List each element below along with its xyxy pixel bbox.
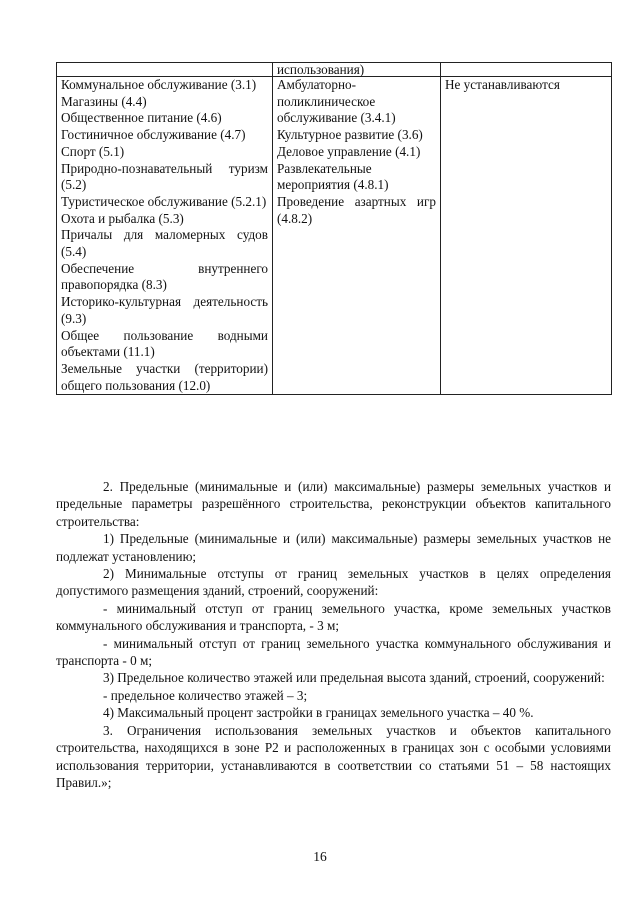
- paragraph: 3) Предельное количество этажей или предельная высота зданий, строений, сооружений:: [103, 670, 605, 686]
- paragraph: 1) Предельные (минимальные и (или) максимальные) размеры земельных участков не подлежат установлению;: [56, 531, 611, 564]
- list-item: Магазины (4.4): [61, 93, 147, 109]
- list-item: Коммунальное обслуживание (3.1): [61, 77, 257, 92]
- paragraph: 4) Максимальный процент застройки в границах земельного участка – 40 %.: [103, 705, 534, 721]
- list-item: Спорт (5.1): [61, 143, 125, 159]
- conditional-uses-cell: [273, 77, 441, 395]
- list-item: Культурное развитие (3.6): [277, 127, 423, 143]
- paragraph: - минимальный отступ от границ земельного участка коммунального обслуживания и транспорта - 0 м;: [56, 635, 611, 669]
- list-item: Развлекательные мероприятия (4.8.1): [277, 160, 389, 193]
- list-item: Проведение азартных игр (4.8.2): [277, 193, 436, 226]
- table-cell-header-fragment: использования): [273, 63, 441, 77]
- list-item: Историко-культурная деятельность (9.3): [61, 294, 268, 326]
- paragraph: - минимальный отступ от границ земельного участка, кроме земельных участков коммунального обслуживания и транспорта, - 3 м;: [56, 600, 611, 634]
- list-item: Гостиничное обслуживание (4.7): [61, 127, 246, 143]
- table-cell-empty: [57, 63, 273, 77]
- paragraph: 2) Минимальные отступы от границ земельных участков в целях определения допустимого размещения зданий, строений, сооружений:: [56, 566, 611, 599]
- table-header-row: [57, 63, 612, 77]
- paragraph: 2. Предельные (минимальные и (или) максимальные) размеры земельных участков и предельные параметры разрешённого строительства, реконструкции объектов капитального строительства:: [56, 479, 611, 529]
- main-uses-cell: [57, 77, 273, 395]
- permitted-use-table: [56, 62, 612, 395]
- not-established-text: Не устанавливаются: [445, 77, 560, 92]
- list-item: Причалы для маломерных судов (5.4): [61, 227, 268, 260]
- list-item: Природно-познавательный туризм (5.2): [61, 160, 268, 193]
- table-cell-empty: [441, 63, 612, 77]
- list-item: Общественное питание (4.6): [61, 110, 222, 126]
- list-item: Общее пользование водными объектами (11.1): [61, 327, 268, 360]
- list-item: Охота и рыбалка (5.3): [61, 210, 184, 226]
- list-item: Земельные участки (территории) общего пользования (12.0): [61, 360, 268, 393]
- auxiliary-uses-cell: [441, 77, 612, 395]
- table-row: [57, 77, 612, 395]
- list-item: Деловое управление (4.1): [277, 143, 421, 159]
- list-item: Обеспечение внутреннего правопорядка (8.3): [61, 260, 268, 293]
- document-body: [56, 478, 611, 791]
- list-item: Туристическое обслуживание (5.2.1): [61, 193, 267, 209]
- list-item: Амбулаторно-поликлиническое обслуживание (3.4.1): [277, 77, 396, 126]
- page-number: 16: [313, 849, 327, 864]
- paragraph: 3. Ограничения использования земельных участков и объектов капитального строительства, находящихся в зоне Р2 и расположенных в границах зон с особыми условиями использования территории, устанавливаются в соответствии со статьями 51 – 58 настоящих Правил.»;: [56, 722, 611, 790]
- paragraph: - предельное количество этажей – 3;: [103, 687, 308, 703]
